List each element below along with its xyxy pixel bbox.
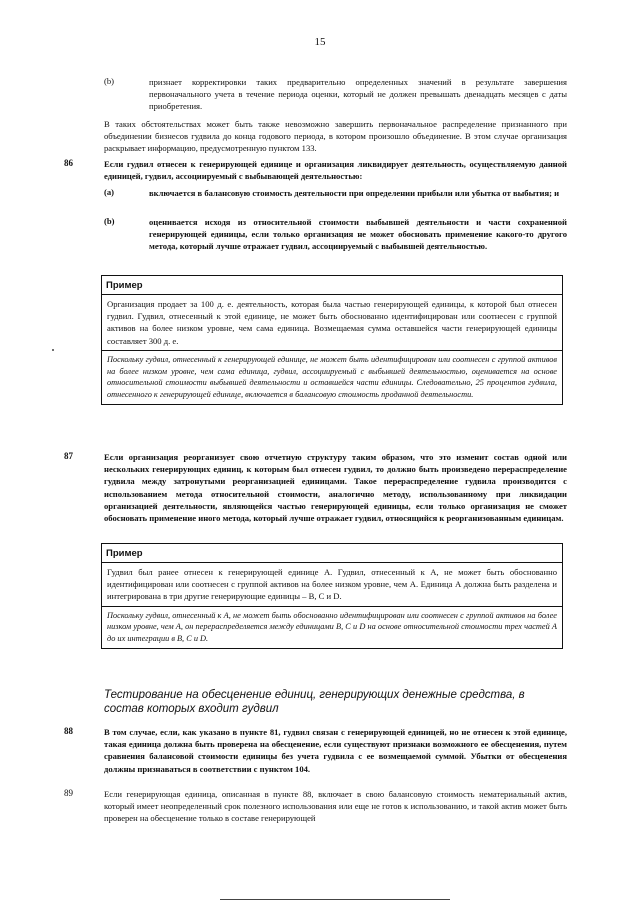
paragraph-87-text: Если организация реорганизует свою отчетную структуру таким образом, что это изменит состав одной или нескольких генерирующих единиц, к которым был отнесен гудвил, то должно быть произведено перераспределение гудвила между затронутыми реорганизацией единицами. Такое перераспределение гудвила производится с использованием метода относительной стоимости, аналогично методу, использованному при ликвидации организацией деятельности, являющейся частью генерирующей единицы, если только организация не сможет обосновать применение иного метода, который лучше отражает гудвил, относящийся к реорганизованным единицам. [104, 452, 567, 524]
example-body: Гудвил был ранее отнесен к генерирующей единице А. Гудвил, отнесенный к А, не может быть обоснованно идентифицирован или соотнесен с группой активов на более низком уровне, чем А. Единица А должна быть разделена и интегрирована в три другие генерирующие единицы – В, С и D. [107, 567, 557, 602]
paragraph-number-89: 89 [64, 788, 73, 798]
item-b-label: (b) [104, 76, 115, 86]
example-box-1 [101, 275, 563, 405]
paragraph-number-87: 87 [64, 451, 73, 461]
example-body: Организация продает за 100 д. е. деятельность, которая была частью генерирующей единицы, к которой был отнесен гудвил. Гудвил, отнесенный к этой единице, не может быть обоснованно идентифицирован или соотнесен с группой активов на более низком уровне, чем сама единица. Возмещаемая сумма оставшейся части генерирующей единицы составляет 300 д. е. [107, 299, 557, 346]
page-bottom-rule [220, 899, 450, 900]
margin-mark [52, 349, 54, 351]
section-heading: Тестирование на обесценение единиц, генерирующих денежные средства, в состав которых входит гудвил [104, 689, 525, 715]
page-number: 15 [314, 36, 326, 48]
example-italic-note: Поскольку гудвил, отнесенный к генерирующей единице, не может быть идентифицирован или соотнесен с группой активов на более низком уровне, чем сама единица, гудвил, ассоциируемый с выбывшей деятельностью, оценивается на основе относительной стоимости выбывшей деятельности и оставшейся части единицы. Следовательно, 25 процентов гудвила, отнесенного к генерирующей единице, включается в балансовую стоимость проданной деятельности. [102, 350, 562, 404]
item-86b-label: (b) [104, 216, 115, 226]
item-86a-text: включается в балансовую стоимость деятельности при определении прибыли или убытка от выбытия; и [149, 188, 560, 198]
item-86b-text: оценивается исходя из относительной стоимости выбывшей деятельности и части сохраненной генерирующей единицы, если только организация не может обосновать применение какого-то другого метода, который лучше отражает гудвил, ассоциируемый с выбывшей деятельностью. [149, 217, 567, 252]
note-paragraph: В таких обстоятельствах может быть также невозможно завершить первоначальное распределение признанного при объединении бизнесов гудвила до конца годового периода, в котором произошло объединение. В этом случае организация раскрывает информацию, предусмотренную пунктом 133. [104, 119, 567, 154]
paragraph-88-text: В том случае, если, как указано в пункте 81, гудвил связан с генерирующей единицей, но не отнесен к этой единице, такая единица должна быть проверена на обесценение, если существуют признаки возможного ее обесценения, путем сравнения балансовой стоимости единицы без учета гудвила с ее возмещаемой суммой. Убытки от обесценения должны признаваться в соответствии с пунктом 104. [104, 727, 567, 774]
paragraph-86-intro: Если гудвил отнесен к генерирующей единице и организация ликвидирует деятельность, осуществляемую данной единицей, гудвил, ассоциируемый с выбывающей деятельностью: [104, 159, 567, 182]
paragraph-number-88: 88 [64, 726, 73, 736]
example-box-2 [101, 543, 563, 649]
paragraph-number-86: 86 [64, 158, 73, 168]
example-italic-note: Поскольку гудвил, отнесенный к А, не может быть обоснованно идентифицирован или соотнесен с группой активов на более низком уровне, чем А, он перераспределяется между единицами В, С и D на основе относительной стоимости трех частей А до их интеграции в В, С и D. [102, 606, 562, 648]
item-86a-label: (a) [104, 187, 115, 197]
example-title: Пример [102, 544, 562, 563]
example-title: Пример [102, 276, 562, 295]
item-b-text: признает корректировки таких предварительно определенных значений в результате завершения первоначального учета в течение периода оценки, который не должен превышать двенадцать месяцев с даты приобретения. [149, 77, 567, 112]
paragraph-89-text: Если генерирующая единица, описанная в пункте 88, включает в свою балансовую стоимость нематериальный актив, который имеет неопределенный срок полезного использования или еще не готов к использованию, и такой актив может быть проверен на обесценение только в составе генерирующей [104, 789, 567, 824]
